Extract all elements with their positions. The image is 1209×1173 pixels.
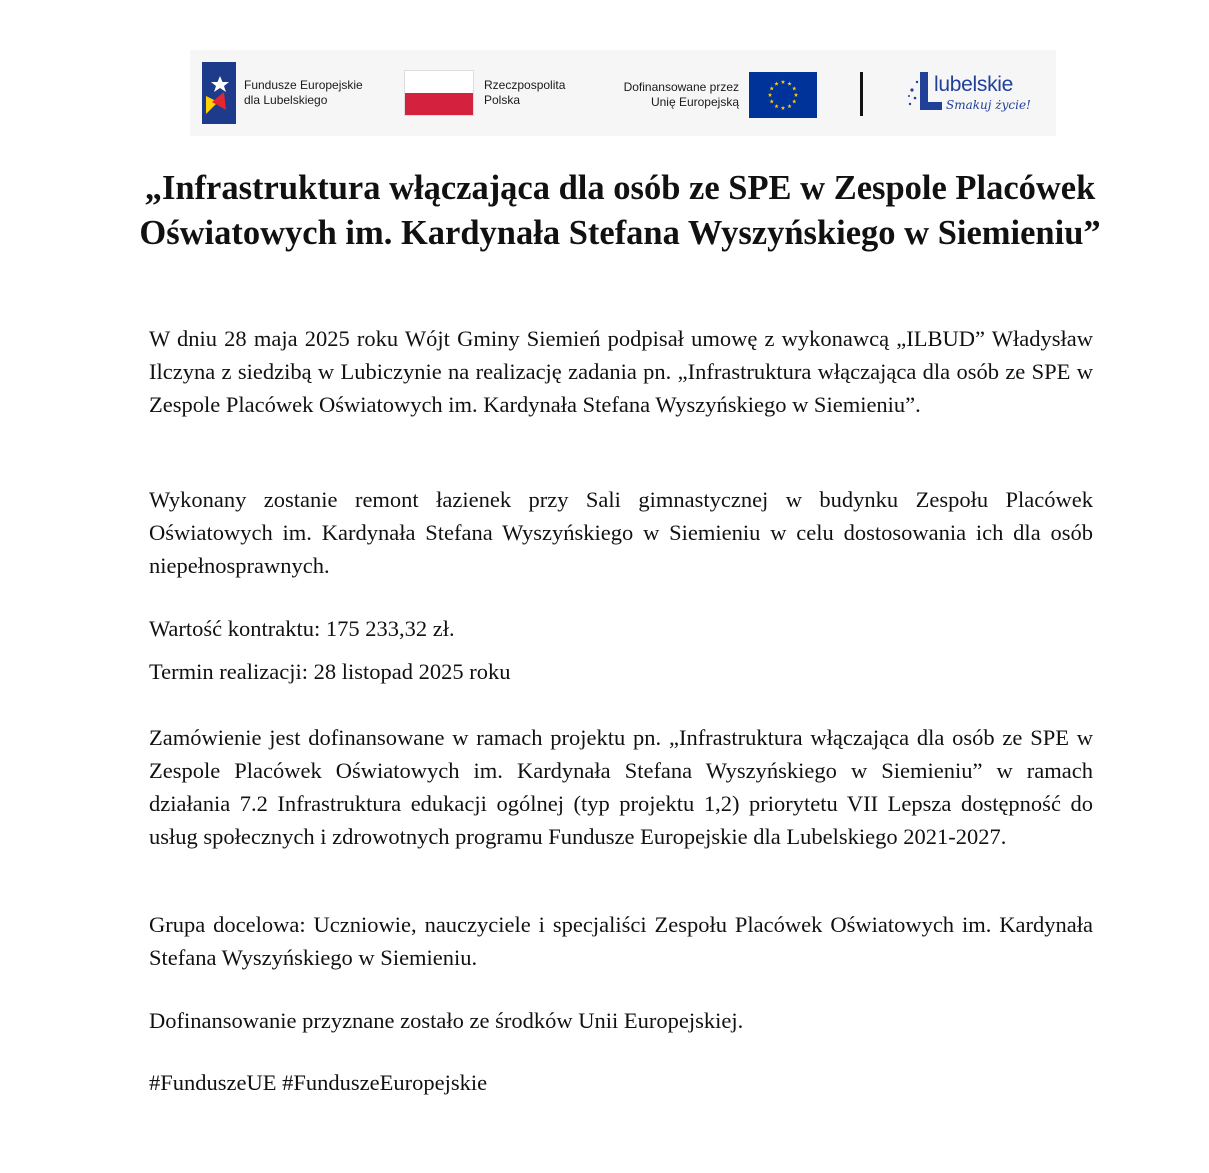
funding-logos-strip [190, 50, 1056, 136]
contract-value: Wartość kontraktu: 175 233,32 zł. [149, 616, 455, 641]
hashtags: #FunduszeUE #FunduszeEuropejskie [149, 1070, 488, 1095]
target-group-paragraph: Grupa docelowa: Uczniowie, nauczyciele i specjaliści Zespołu Placówek Oświatowych im. Kardynała Stefana Wyszyńskiego w Siemieniu. [149, 912, 1093, 970]
fe-line-2: dla Lubelskiego [244, 93, 328, 107]
fundusze-europejskie-logo [202, 62, 384, 124]
rzeczpospolita-polska-text [484, 78, 589, 108]
document-title: „Infrastruktura włączająca dla osób ze SPE w Zespole Placówek Oświatowych im. Kardynała Stefana Wyszyńskiego w Siemieniu” [139, 169, 1101, 252]
lubelskie-tagline: Smakuj życie! [946, 98, 1031, 112]
lubelskie-logo [906, 68, 1046, 120]
contract-signing-paragraph: W dniu 28 maja 2025 roku Wójt Gminy Siemień podpisał umowę z wykonawcą „ILBUD” Władysław Ilczyna z siedzibą w Lubiczynie na realizację zadania pn. „Infrastruktura włączająca dla osób ze SPE w Zespole Placówek Oświatowych im. Kardynała Stefana Wyszyńskiego w Siemieniu”. [149, 326, 1093, 417]
scope-of-work-paragraph: Wykonany zostanie remont łazienek przy Sali gimnastycznej w budynku Zespołu Placówek Oświatowych im. Kardynała Stefana Wyszyńskiego w Siemieniu w celu dostosowania ich dla osób niepełnosprawnych. [149, 487, 1093, 578]
rp-line-2: Polska [484, 93, 521, 107]
fundusze-europejskie-text [244, 78, 384, 108]
unia-europejska-logo [604, 72, 817, 118]
funding-source: Dofinansowanie przyznane zostało ze środków Unii Europejskiej. [149, 1008, 744, 1033]
cofinancing-paragraph: Zamówienie jest dofinansowane w ramach projektu pn. „Infrastruktura włączająca dla osób ze SPE w Zespole Placówek Oświatowych im. Kardynała Stefana Wyszyńskiego w Siemieniu” w ramach działania 7.2 Infrastruktura edukacji ogólnej (typ projektu 1,2) priorytetu VII Lepsza dostępność do usług społecznych i zdrowotnych programu Fundusze Europejskie dla Lubelskiego 2021-2027. [149, 725, 1093, 849]
unia-europejska-text [604, 80, 739, 110]
fundusze-europejskie-mark-icon [202, 62, 236, 124]
rp-line-1: Rzeczpospolita [484, 78, 566, 92]
polish-flag-icon [404, 70, 474, 116]
completion-deadline: Termin realizacji: 28 listopad 2025 roku [149, 659, 511, 684]
lubelskie-name: lubelskie [934, 73, 1014, 96]
eu-flag-icon [749, 72, 817, 118]
eu-line-1: Dofinansowane przez [623, 80, 739, 94]
rzeczpospolita-polska-logo [404, 70, 589, 116]
logo-divider [860, 72, 863, 116]
fe-line-1: Fundusze Europejskie [244, 78, 363, 92]
eu-line-2: Unię Europejską [650, 95, 739, 109]
